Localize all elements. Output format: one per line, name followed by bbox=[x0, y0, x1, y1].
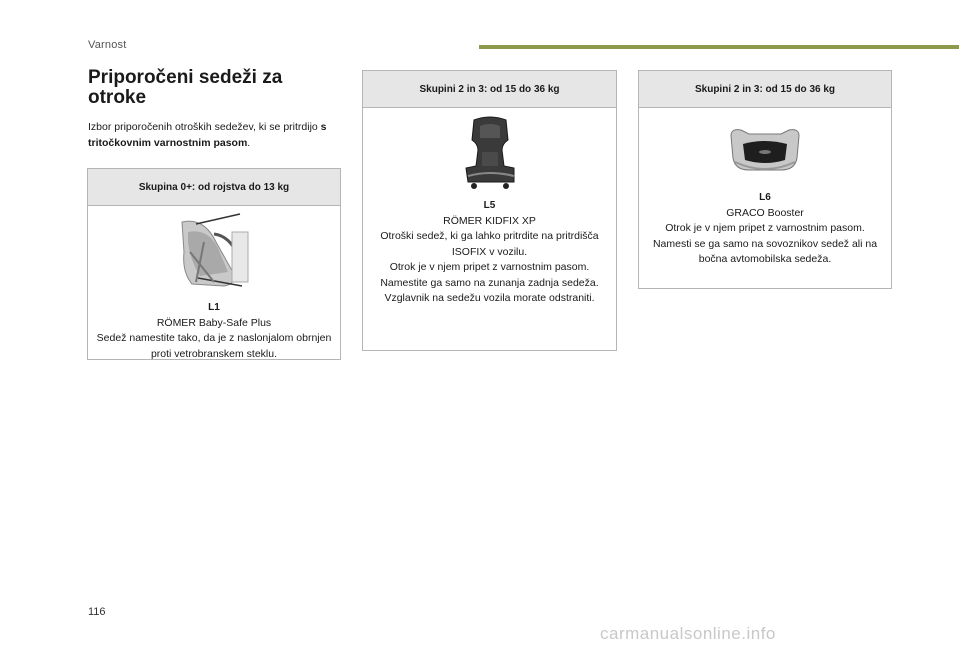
seat-note: Namesti se ga samo na sovoznikov sedež ali na bočna avtomobilska sedeža. bbox=[652, 237, 878, 265]
card-text bbox=[363, 198, 616, 307]
intro-paragraph bbox=[88, 119, 338, 151]
intro-text-end: . bbox=[247, 137, 251, 149]
page-number: 116 bbox=[88, 606, 106, 618]
page-title: Priporočeni sedeži za otroke bbox=[88, 67, 283, 108]
seat-model: RÖMER Baby-Safe Plus bbox=[156, 316, 272, 329]
section-bar bbox=[479, 45, 959, 49]
intro-text: Izbor priporočenih otroških sedežev, ki se pritrdijo bbox=[88, 121, 321, 133]
seat-model: GRACO Booster bbox=[726, 206, 804, 219]
booster-cushion-icon bbox=[725, 122, 805, 178]
card-text bbox=[88, 300, 340, 362]
card-header: Skupina 0+: od rojstva do 13 kg bbox=[88, 169, 340, 206]
watermark: carmanualsonline.info bbox=[600, 624, 776, 643]
card-image bbox=[363, 116, 616, 192]
seat-note: Namestite ga samo na zunanja zadnja sedeža. bbox=[380, 276, 599, 289]
seat-model: RÖMER KIDFIX XP bbox=[443, 214, 536, 227]
intro-bold: s tritočkovnim varnostnim pasom bbox=[88, 121, 327, 149]
seat-note: Otrok je v njem pripet z varnostnim pasom. bbox=[389, 261, 590, 273]
card-image bbox=[88, 212, 340, 292]
seat-note: Vzglavnik na sedežu vozila morate odstraniti. bbox=[384, 292, 595, 304]
seat-note: Otrok je v njem pripet z varnostnim pasom. bbox=[665, 222, 865, 234]
seat-note: Sedež namestite tako, da je z naslonjalom obrnjen proti vetrobranskem steklu. bbox=[96, 332, 332, 360]
card-header: Skupini 2 in 3: od 15 do 36 kg bbox=[639, 71, 891, 108]
booster-seat-with-backrest-icon bbox=[460, 116, 520, 192]
card-header: Skupini 2 in 3: od 15 do 36 kg bbox=[363, 71, 616, 108]
card-text bbox=[639, 190, 891, 268]
seat-code: L6 bbox=[759, 192, 771, 203]
seat-card-l1 bbox=[87, 168, 341, 360]
seat-code: L1 bbox=[208, 302, 220, 313]
card-image bbox=[639, 122, 891, 184]
seat-card-l5 bbox=[362, 70, 617, 351]
infant-carrier-seat-icon bbox=[174, 212, 254, 292]
seat-code: L5 bbox=[483, 200, 496, 211]
seat-card-l6 bbox=[638, 70, 892, 289]
seat-note: Otroški sedež, ki ga lahko pritrdite na pritrdišča ISOFIX v vozilu. bbox=[380, 230, 599, 258]
section-label: Varnost bbox=[88, 39, 127, 51]
